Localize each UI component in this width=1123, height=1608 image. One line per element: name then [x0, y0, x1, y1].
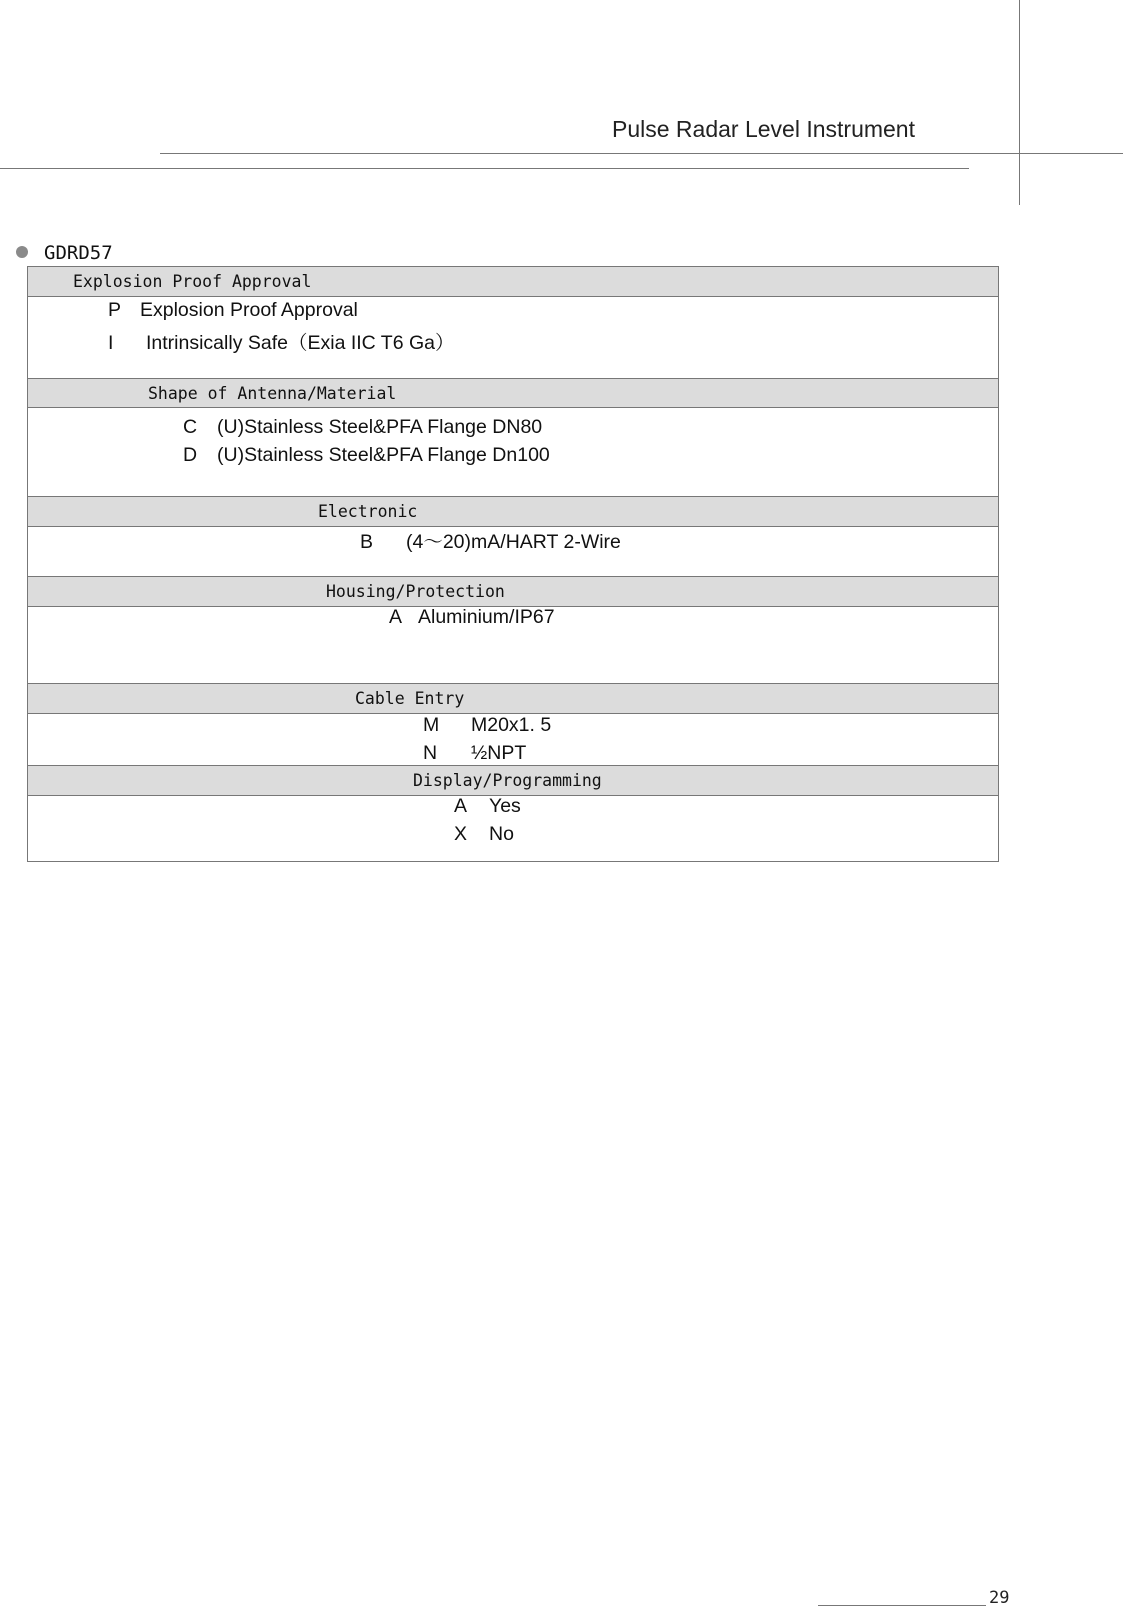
option-code: A [454, 795, 468, 817]
option-code: D [183, 444, 198, 466]
option-text: Yes [489, 795, 521, 817]
page-title: Pulse Radar Level Instrument [612, 116, 915, 142]
option-code: N [423, 742, 438, 764]
option-code: C [183, 416, 198, 438]
option-row [360, 526, 621, 554]
model-name: GDRD57 [44, 242, 113, 264]
section-label: Shape of Antenna/Material [148, 384, 397, 403]
option-text: ½NPT [471, 742, 527, 764]
option-code: X [454, 823, 468, 845]
option-text: No [489, 823, 514, 845]
section-label: Cable Entry [355, 689, 465, 708]
option-row [108, 327, 455, 355]
section-label: Housing/Protection [326, 582, 505, 601]
option-text: M20x1. 5 [471, 714, 552, 736]
option-text: Intrinsically Safe（Exia IIC T6 Ga） [146, 332, 455, 354]
header-rule-bottom [0, 168, 969, 169]
option-code: B [360, 531, 374, 553]
section-header-housing-protection [28, 576, 998, 607]
option-row [183, 444, 550, 467]
header-rule-vertical [1019, 0, 1020, 205]
option-text: (4～20)mA/HART 2-Wire [406, 531, 621, 553]
option-row [423, 742, 526, 765]
option-text: Aluminium/IP67 [418, 606, 555, 628]
option-code: I [108, 332, 114, 354]
option-text: (U)Stainless Steel&PFA Flange DN80 [217, 416, 543, 438]
option-code: P [108, 299, 122, 321]
model-code-table [27, 266, 999, 862]
option-text: Explosion Proof Approval [140, 299, 358, 321]
header-rule-top [160, 153, 1123, 154]
section-header-electronic [28, 496, 998, 527]
page-number: 29 [989, 1588, 1010, 1608]
section-label: Display/Programming [413, 771, 602, 790]
section-header-explosion-proof [28, 266, 998, 297]
section-label: Electronic [318, 502, 418, 521]
bullet-icon [16, 246, 28, 258]
option-row [108, 299, 358, 322]
section-header-cable-entry [28, 683, 998, 714]
option-code: A [389, 606, 403, 628]
model-heading [16, 242, 113, 264]
footer-rule [818, 1605, 986, 1606]
option-row [454, 795, 521, 818]
option-row [183, 416, 542, 439]
option-row [423, 714, 551, 737]
section-label: Explosion Proof Approval [73, 271, 312, 291]
option-text: (U)Stainless Steel&PFA Flange Dn100 [217, 444, 550, 466]
option-code: M [423, 714, 440, 736]
section-header-antenna-material [28, 378, 998, 408]
section-header-display-programming [28, 765, 998, 796]
option-row [454, 823, 514, 846]
option-row [389, 606, 555, 629]
